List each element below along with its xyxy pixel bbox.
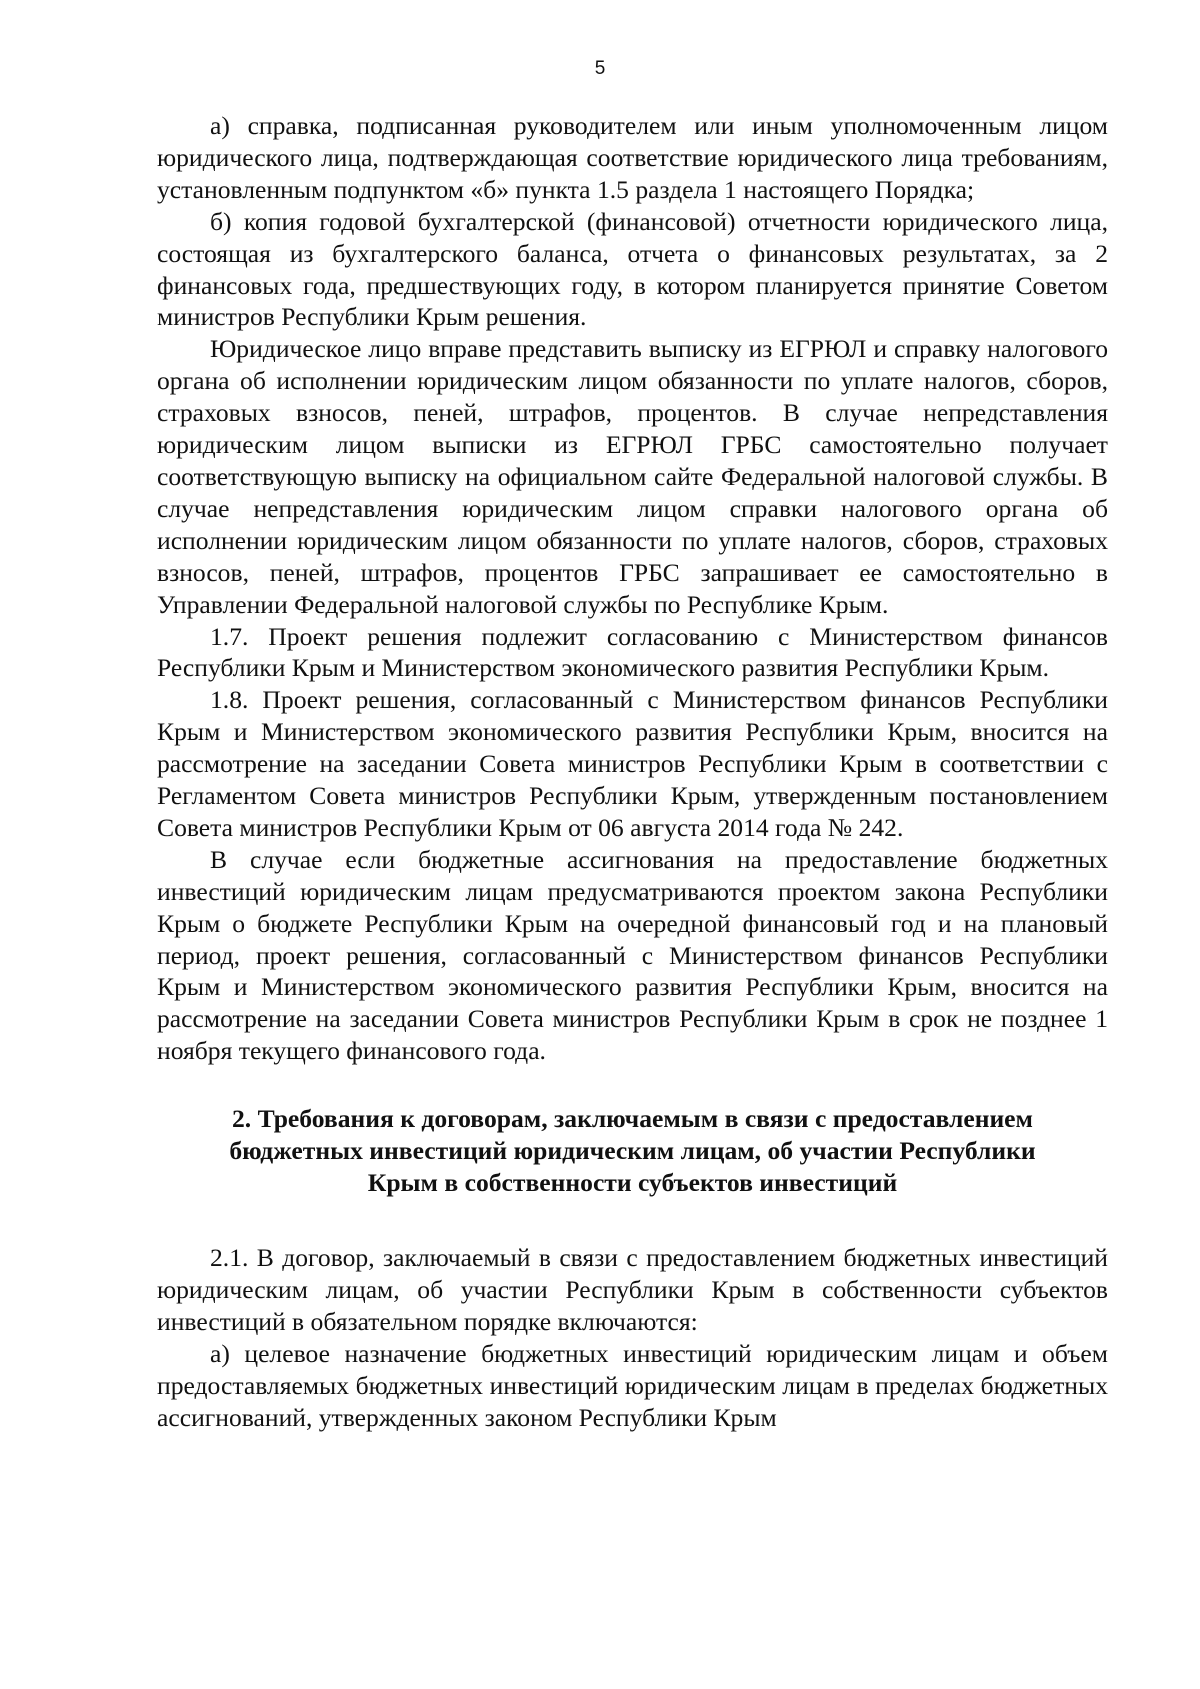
document-body [157,110,1108,1434]
paragraph-1-7: 1.7. Проект решения подлежит согласованию с Министерством финансов Республики Крым и Министерством экономического развития Республики Крым. [157,621,1108,683]
section-2-heading-line-2: бюджетных инвестиций юридическим лицам, об участии Республики [229,1136,1036,1166]
section-2-heading-line-1: 2. Требования к договорам, заключаемым в связи с предоставлением [232,1104,1033,1134]
paragraph-extract-egrul: Юридическое лицо вправе представить выписку из ЕГРЮЛ и справку налогового органа об исполнении юридическим лицом обязанности по уплате налогов, сборов, страховых взносов, пеней, штрафов, процентов. В случае непредставления юридическим лицом выписки из ЕГРЮЛ ГРБС самостоятельно получает соответствующую выписку на официальном сайте Федеральной налоговой службы. В случае непредставления юридическим лицом справки налогового органа об исполнении юридическим лицом обязанности по уплате налогов, сборов, страховых взносов, пеней, штрафов, процентов ГРБС запрашивает ее самостоятельно в Управлении Федеральной налоговой службы по Республике Крым. [157,334,1108,619]
paragraph-2-1-a: а) целевое назначение бюджетных инвестиций юридическим лицам и объем предоставляемых бюджетных инвестиций юридическим лицам в пределах бюджетных ассигнований, утвержденных законом Республики Крым [157,1338,1108,1432]
section-2-heading [157,1103,1108,1199]
paragraph-1-8: 1.8. Проект решения, согласованный с Министерством финансов Республики Крым и Министерством экономического развития Республики Крым, вносится на рассмотрение на заседании Совета министров Республики Крым в соответствии с Регламентом Совета министров Республики Крым, утвержденным постановлением Совета министров Республики Крым от 06 августа 2014 года № 242. [157,685,1108,842]
paragraph-item-b: б) копия годовой бухгалтерской (финансовой) отчетности юридического лица, состоящая из бухгалтерского баланса, отчета о финансовых результатах, за 2 финансовых года, предшествующих году, в котором планируется принятие Советом министров Республики Крым решения. [157,206,1108,332]
section-2-heading-line-3: Крым в собственности субъектов инвестиций [367,1168,898,1198]
page-number: 5 [594,58,606,79]
paragraph-budget-allocations: В случае если бюджетные ассигнования на предоставление бюджетных инвестиций юридическим лицам предусматриваются проектом закона Республики Крым о бюджете Республики Крым на очередной финансовый год и на плановый период, проект решения, согласованный с Министерством финансов Республики Крым и Министерством экономического развития Республики Крым, вносится на рассмотрение на заседании Совета министров Республики Крым в срок не позднее 1 ноября текущего финансового года. [157,844,1108,1066]
paragraph-2-1: 2.1. В договор, заключаемый в связи с предоставлением бюджетных инвестиций юридическим лицам, об участии Республики Крым в собственности субъектов инвестиций в обязательном порядке включаются: [157,1243,1108,1336]
paragraph-item-a: а) справка, подписанная руководителем или иным уполномоченным лицом юридического лица, подтверждающая соответствие юридического лица требованиям, установленным подпунктом «б» пункта 1.5 раздела 1 настоящего Порядка; [157,111,1108,204]
